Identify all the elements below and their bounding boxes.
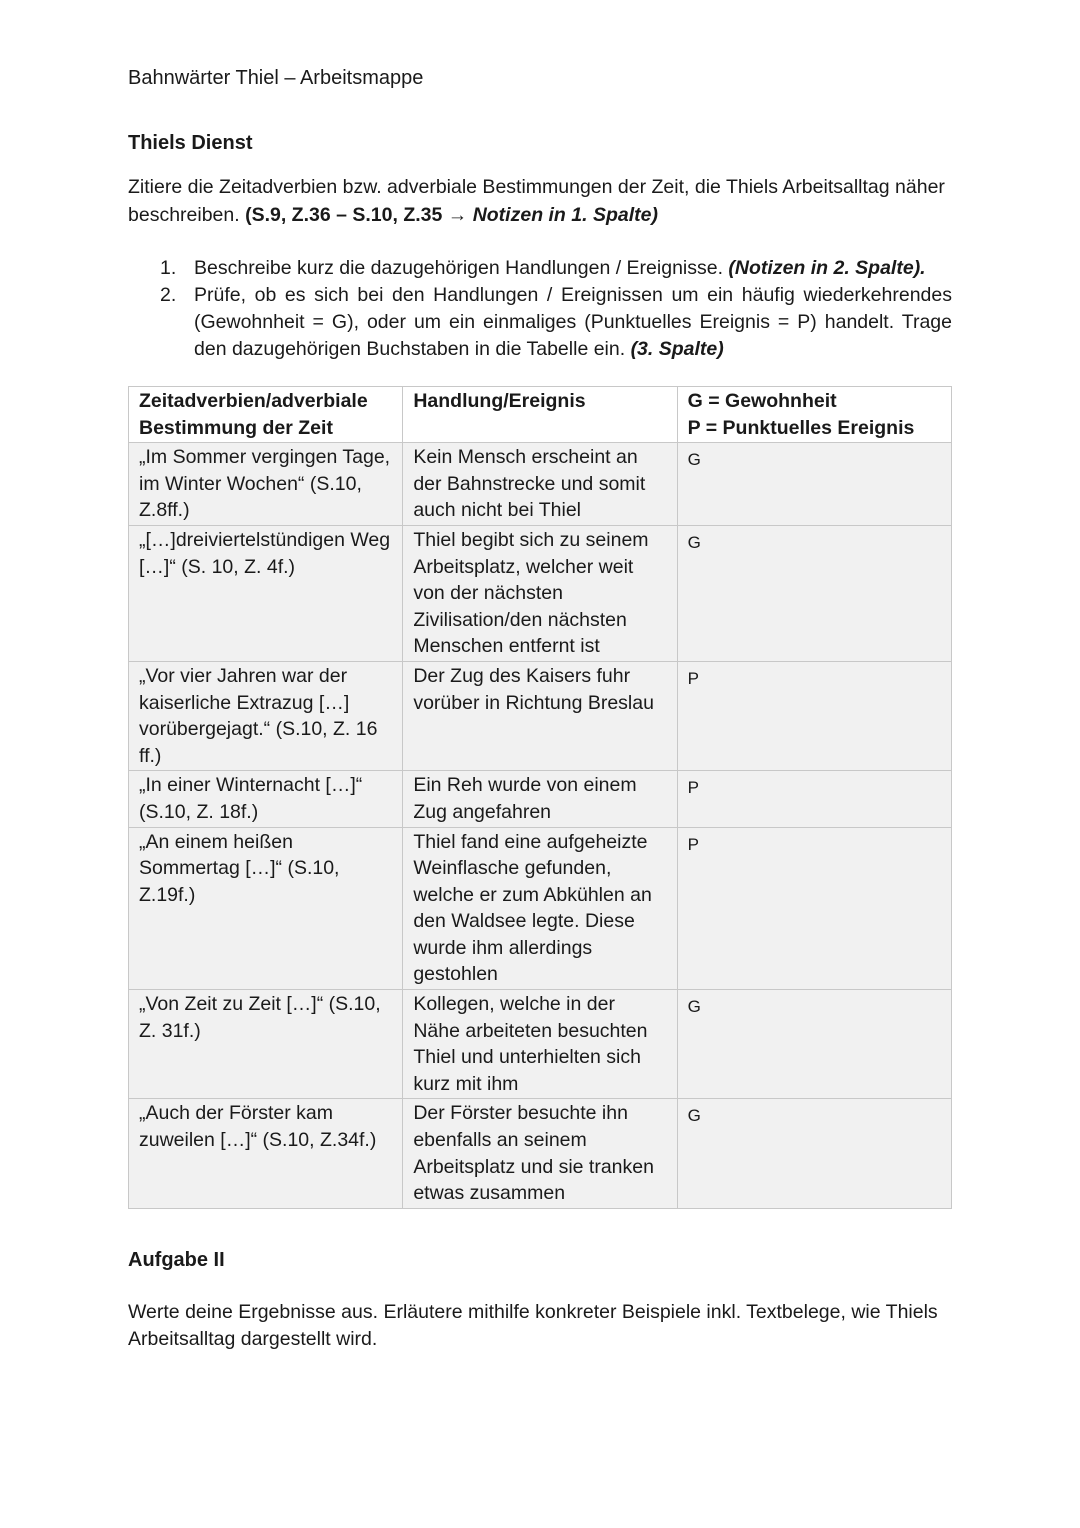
cell-zeit: „An einem heißen Sommertag […]“ (S.10, Z.19f.) (129, 827, 403, 990)
cell-zeit: „Von Zeit zu Zeit […]“ (S.10, Z. 31f.) (129, 990, 403, 1099)
table-row (129, 990, 952, 1099)
section-title: Thiels Dienst (128, 132, 253, 154)
cell-handlung: Der Zug des Kaisers fuhr vorüber in Richtung Breslau (403, 661, 677, 770)
intro-reference: (S.9, Z.36 – S.10, Z.35 → (245, 204, 473, 226)
cell-code: P (677, 771, 951, 827)
table-row (129, 827, 952, 990)
aufgabe2-text: Werte deine Ergebnisse aus. Erläutere mithilfe konkreter Beispiele inkl. Textbelege, wie Thiels Arbeitsalltag dargestellt wird. (128, 1301, 938, 1350)
cell-zeit: „In einer Winternacht […]“ (S.10, Z. 18f.) (129, 771, 403, 827)
header-handlung: Handlung/Ereignis (403, 387, 677, 443)
cell-zeit: „[…]dreiviertelstündigen Weg […]“ (S. 10, Z. 4f.) (129, 525, 403, 661)
cell-code: G (677, 990, 951, 1099)
cell-code: P (677, 827, 951, 990)
cell-handlung: Thiel begibt sich zu seinem Arbeitsplatz, welcher weit von der nächsten Zivilisation/den nächsten Menschen entfernt ist (403, 525, 677, 661)
table-row (129, 771, 952, 827)
cell-zeit: „Vor vier Jahren war der kaiserliche Extrazug […] vorübergejagt.“ (S.10, Z. 16 ff.) (129, 661, 403, 770)
intro-note: Notizen in 1. Spalte) (472, 204, 658, 226)
cell-handlung: Thiel fand eine aufgeheizte Weinflasche gefunden, welche er zum Abkühlen an den Waldsee legte. Diese wurde ihm allerdings gestohlen (403, 827, 677, 990)
header-legende: G = Gewohnheit P = Punktuelles Ereignis (677, 387, 951, 443)
cell-handlung: Der Förster besuchte ihn ebenfalls an seinem Arbeitsplatz und sie tranken etwas zusammen (403, 1099, 677, 1208)
table-row (129, 443, 952, 526)
cell-code: G (677, 443, 951, 526)
task-item (160, 255, 952, 282)
cell-code: G (677, 1099, 951, 1208)
task-item (160, 282, 952, 363)
intro-paragraph (128, 173, 952, 229)
task-list (160, 255, 952, 363)
table-row (129, 661, 952, 770)
cell-zeit: „Im Sommer vergingen Tage, im Winter Wochen“ (S.10, Z.8ff.) (129, 443, 403, 526)
header-zeitadverbien: Zeitadverbien/adverbiale Bestimmung der Zeit (129, 387, 403, 443)
table-header-row (129, 387, 952, 443)
aufgabe2-title: Aufgabe II (128, 1249, 225, 1271)
zeit-table (128, 386, 952, 1209)
cell-handlung: Kollegen, welche in der Nähe arbeiteten besuchten Thiel und unterhielten sich kurz mit ihm (403, 990, 677, 1099)
task-text: Beschreibe kurz die dazugehörigen Handlungen / Ereignisse. (194, 257, 729, 279)
cell-zeit: „Auch der Förster kam zuweilen […]“ (S.10, Z.34f.) (129, 1099, 403, 1208)
intro-text: Zitiere die Zeitadverbien bzw. adverbiale Bestimmungen der Zeit, die Thiels Arbeitsalltag näher beschreiben. (128, 176, 945, 226)
cell-code: G (677, 525, 951, 661)
table-row (129, 1099, 952, 1208)
task-number: 2. (160, 284, 177, 306)
task-text: Prüfe, ob es sich bei den Handlungen / Ereignissen um ein häufig wiederkehrendes (Gewohnheit = G), oder um ein einmaliges (Punktuelles Ereignis = P) handelt. Trage den dazugehörigen Buchstaben in die Tabelle ein. (194, 284, 952, 360)
task-number: 1. (160, 257, 177, 279)
task-note: (3. Spalte) (630, 338, 724, 360)
document-header: Bahnwärter Thiel – Arbeitsmappe (128, 67, 424, 89)
table-row (129, 525, 952, 661)
cell-code: P (677, 661, 951, 770)
cell-handlung: Kein Mensch erscheint an der Bahnstrecke und somit auch nicht bei Thiel (403, 443, 677, 526)
task-note: (Notizen in 2. Spalte). (728, 257, 926, 279)
cell-handlung: Ein Reh wurde von einem Zug angefahren (403, 771, 677, 827)
